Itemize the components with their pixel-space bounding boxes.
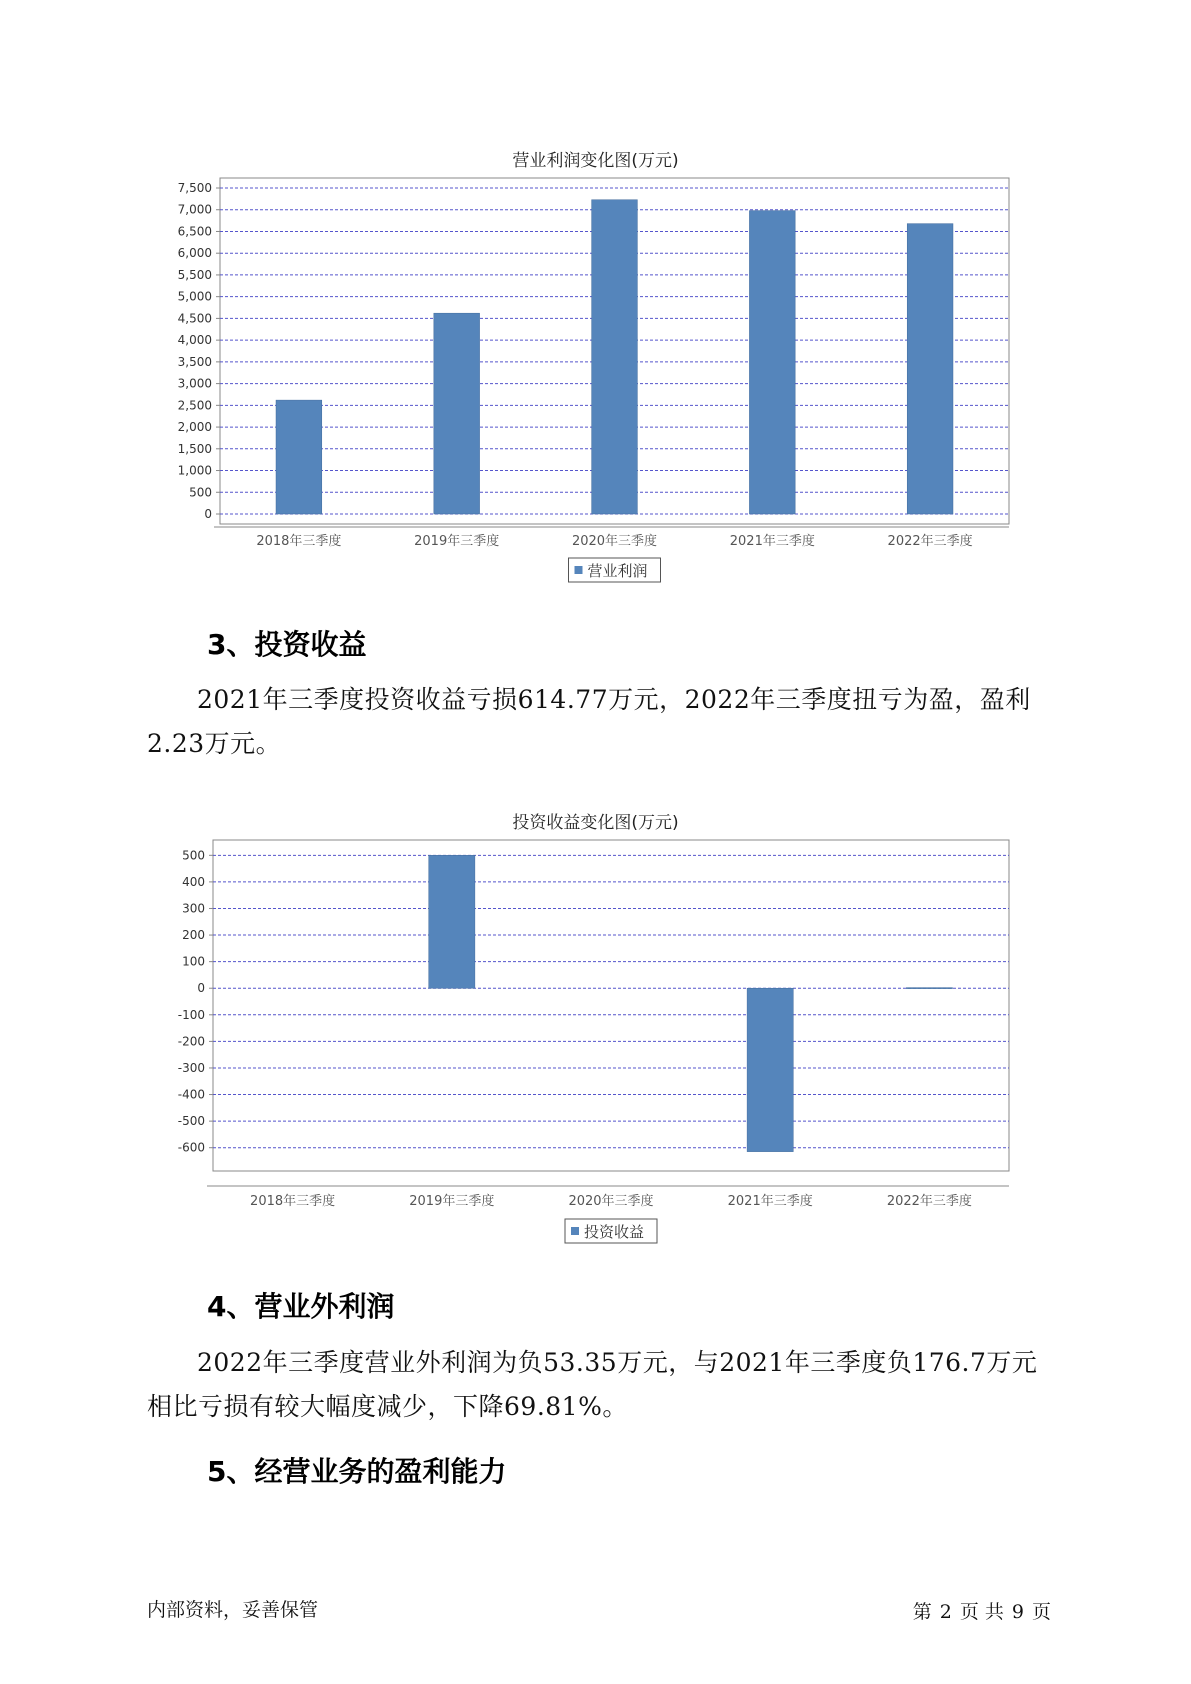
y-tick-label: 4,500 bbox=[177, 311, 212, 326]
y-tick-label: 0 bbox=[197, 981, 205, 996]
x-tick-label: 2022年三季度 bbox=[887, 534, 973, 549]
legend-label: 营业利润 bbox=[587, 562, 648, 580]
y-tick-label: 7,000 bbox=[177, 202, 212, 217]
y-tick-label: 7,500 bbox=[177, 181, 212, 195]
y-tick-label: 4,000 bbox=[177, 333, 212, 348]
x-tick-label: 2018年三季度 bbox=[256, 534, 342, 549]
y-tick-label: 1,000 bbox=[177, 463, 212, 478]
y-tick-label: 300 bbox=[182, 901, 205, 916]
page-prefix: 第 bbox=[912, 1601, 932, 1623]
section4-heading: 4、营业外利润 bbox=[207, 1290, 395, 1323]
section4-text: 2022年三季度营业外利润为负53.35万元，与2021年三季度负176.7万元相比亏损有较大幅度减少，下降69.81%。 bbox=[147, 1348, 1038, 1421]
y-tick-label: 2,000 bbox=[177, 420, 212, 435]
x-tick-label: 2020年三季度 bbox=[568, 1194, 654, 1209]
y-tick-label: -400 bbox=[177, 1087, 205, 1102]
y-tick-label: -600 bbox=[177, 1140, 205, 1155]
y-tick-label: -500 bbox=[177, 1114, 205, 1129]
y-tick-label: -200 bbox=[177, 1034, 205, 1049]
x-tick-label: 2020年三季度 bbox=[571, 534, 658, 549]
y-tick-label: 1,500 bbox=[177, 441, 212, 456]
y-tick-label: 0 bbox=[204, 507, 212, 521]
x-tick-label: 2022年三季度 bbox=[886, 1194, 972, 1209]
y-tick-label: 100 bbox=[182, 954, 205, 969]
y-tick-label: 200 bbox=[182, 928, 205, 943]
bar bbox=[747, 988, 793, 1151]
footer-page-number bbox=[909, 1597, 1055, 1624]
x-tick-label: 2021年三季度 bbox=[727, 1194, 813, 1209]
y-tick-label: 500 bbox=[182, 848, 205, 863]
page-mid: 页 共 bbox=[959, 1601, 1004, 1623]
page-current: 2 bbox=[939, 1601, 952, 1623]
x-tick-label: 2019年三季度 bbox=[414, 534, 500, 549]
x-tick-label: 2019年三季度 bbox=[409, 1194, 495, 1209]
y-tick-label: 6,500 bbox=[177, 224, 212, 239]
y-tick-label: 3,500 bbox=[177, 354, 212, 369]
y-tick-label: 3,000 bbox=[177, 376, 212, 391]
y-tick-label: -300 bbox=[177, 1060, 205, 1075]
chart1-title: 营业利润变化图(万元) bbox=[512, 151, 679, 171]
y-tick-label: 5,000 bbox=[177, 289, 212, 304]
section5-heading: 5、经营业务的盈利能力 bbox=[207, 1455, 507, 1488]
page-suffix: 页 bbox=[1031, 1601, 1051, 1623]
y-tick-label: 5,500 bbox=[177, 267, 212, 282]
legend-swatch bbox=[571, 1227, 579, 1235]
y-tick-label: 2,500 bbox=[177, 398, 212, 413]
page-total: 9 bbox=[1011, 1601, 1024, 1623]
bar bbox=[906, 988, 952, 989]
y-tick-label: 500 bbox=[189, 485, 212, 500]
footer-confidential-note: 内部资料，妥善保管 bbox=[147, 1599, 319, 1621]
chart2-title: 投资收益变化图(万元) bbox=[512, 813, 679, 833]
y-tick-label: 400 bbox=[182, 874, 205, 889]
y-tick-label: 6,000 bbox=[177, 246, 212, 261]
x-tick-label: 2018年三季度 bbox=[250, 1194, 336, 1209]
bar bbox=[429, 855, 475, 988]
section3-heading: 3、投资收益 bbox=[207, 628, 367, 661]
y-tick-label: -100 bbox=[177, 1007, 205, 1022]
x-tick-label: 2021年三季度 bbox=[729, 534, 815, 549]
section3-text: 2021年三季度投资收益亏损614.77万元，2022年三季度扭亏为盈，盈利2.23万元。 bbox=[147, 685, 1031, 758]
legend-label: 投资收益 bbox=[584, 1223, 645, 1241]
section4-paragraph bbox=[147, 1341, 1047, 1429]
